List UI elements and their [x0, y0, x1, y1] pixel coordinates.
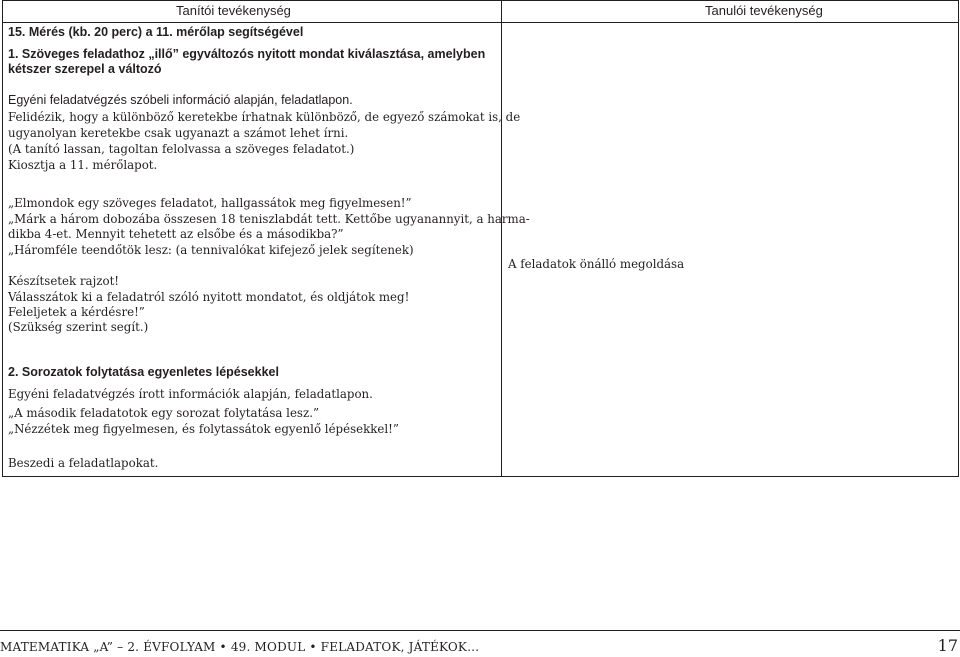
header-divider [3, 22, 958, 23]
command-4: (Szükség szerint segít.) [8, 320, 149, 334]
quote-1: „Elmondok egy szöveges feladatot, hallgassátok meg figyelmesen!” [8, 196, 412, 210]
task2-quote-2: „Nézzétek meg figyelmesen, és folytassátok egyenlő lépésekkel!” [8, 422, 399, 436]
section-title: 15. Mérés (kb. 20 perc) a 11. mérőlap segítségével [8, 25, 304, 39]
student-activity: A feladatok önálló megoldása [508, 257, 685, 271]
command-1: Készítsetek rajzot! [8, 274, 120, 288]
task2-mode: Egyéni feladatvégzés írott információk alapján, feladatlapon. [8, 387, 373, 401]
task1-text-2: ugyanolyan keretekbe csak ugyanazt a számot lehet írni. [8, 126, 349, 140]
teacher-column-header: Tanítói tevékenység [176, 3, 291, 18]
task2-title: 2. Sorozatok folytatása egyenletes lépésekkel [8, 365, 279, 379]
task1-text-4: Kiosztja a 11. mérőlapot. [8, 158, 158, 172]
student-column-header: Tanulói tevékenység [705, 3, 823, 18]
task1-text-1: Felidézik, hogy a különböző keretekbe írhatnak különböző, de egyező számokat is, de [8, 110, 521, 124]
task1-title-line1: 1. Szöveges feladathoz „illő” egyváltozós nyitott mondat kiválasztása, amelyben [8, 47, 486, 61]
task1-mode: Egyéni feladatvégzés szóbeli információ alapján, feladatlapon. [8, 93, 353, 107]
footer-text: MATEMATIKA „A” – 2. ÉVFOLYAM • 49. MODUL • FELADATOK, JÁTÉKOK… [0, 640, 480, 654]
page-number: 17 [937, 636, 958, 655]
command-3: Feleljetek a kérdésre!” [8, 305, 145, 319]
task2-quote-1: „A második feladatotok egy sorozat folytatása lesz.” [8, 406, 319, 420]
quote-2: „Márk a három dobozába összesen 18 teniszlabdát tett. Kettőbe ugyanannyit, a harma- [8, 212, 530, 226]
quote-3: dikba 4-et. Mennyit tehetett az elsőbe és a másodikba?” [8, 227, 344, 241]
quote-4: „Háromféle teendőtök lesz: (a tennivalókat kifejező jelek segítenek) [8, 243, 414, 257]
task1-title-line2: kétszer szerepel a változó [8, 62, 162, 76]
task2-collect: Beszedi a feladatlapokat. [8, 456, 159, 470]
task1-text-3: (A tanító lassan, tagoltan felolvassa a szöveges feladatot.) [8, 142, 355, 156]
column-divider [501, 1, 502, 477]
footer-rule [0, 630, 960, 631]
command-2: Válasszátok ki a feladatról szóló nyitott mondatot, és oldjátok meg! [8, 290, 410, 304]
